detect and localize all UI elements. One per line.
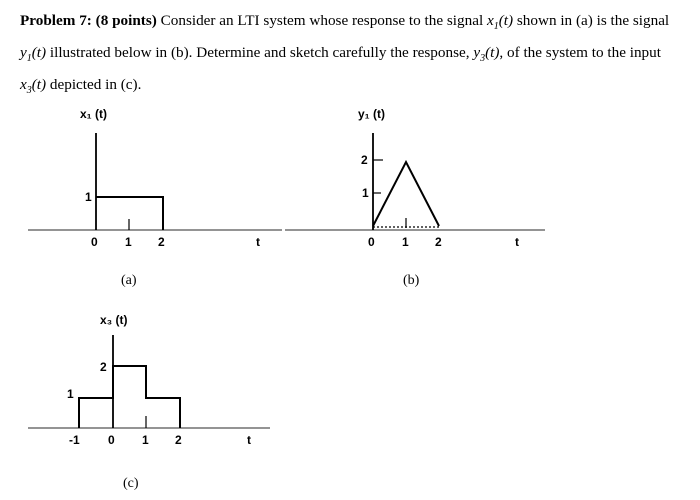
figure-a-caption: (a) [121, 273, 137, 288]
figure-c-xtick-m1: -1 [69, 433, 80, 447]
figure-c-ytick-1: 1 [67, 387, 74, 401]
figure-b-ytick-2: 2 [361, 153, 368, 167]
figure-a-ytick-1: 1 [85, 190, 92, 204]
figure-b-caption: (b) [403, 273, 420, 288]
figure-b-signal [373, 162, 439, 226]
figure-b-xtick-2: 2 [435, 235, 442, 249]
figure-c-xtick-2: 2 [175, 433, 182, 447]
problem-text: shown in (a) is the signal [516, 12, 670, 29]
problem-text: Consider an LTI system whose response to the signal [160, 12, 484, 29]
figure-c-signal [79, 366, 180, 428]
figure-b-ytick-1: 1 [362, 186, 369, 200]
symbol-x3: $x_3(t)$ [20, 76, 47, 97]
figure-b [285, 107, 545, 288]
figure-a-ylabel: x₁ (t) [80, 107, 107, 121]
symbol-y1: $y_1(t)$ [20, 44, 47, 65]
figure-c-ylabel: x₃ (t) [100, 313, 128, 327]
problem-heading: Problem 7: (8 points) [20, 12, 157, 29]
figure-a-xtick-0: 0 [91, 235, 98, 249]
figure-b-xtick-0: 0 [368, 235, 375, 249]
symbol-x1: $x_1(t)$ [486, 12, 514, 33]
figure-c-xvar: t [247, 433, 251, 447]
figure-c-xtick-0: 0 [108, 433, 115, 447]
figure-a-xtick-1: 1 [125, 235, 132, 249]
figure-c-xtick-1: 1 [142, 433, 149, 447]
figure-a-xtick-2: 2 [158, 235, 165, 249]
problem-text: depicted in (c). [49, 76, 142, 94]
figure-a [28, 107, 282, 288]
symbol-y3: $y_3(t)$ [473, 44, 500, 65]
figure-b-xvar: t [515, 235, 519, 249]
problem-text: illustrated below in (b). Determine and sketch carefully the response, [49, 44, 470, 62]
figure-b-xtick-1: 1 [402, 235, 409, 249]
figure-c-ytick-2: 2 [100, 360, 107, 374]
figure-c [28, 313, 270, 491]
problem-text: , of the system to the input [499, 44, 661, 62]
figure-c-caption: (c) [123, 476, 139, 491]
figure-b-ylabel: y₁ (t) [358, 107, 385, 121]
figure-a-xvar: t [256, 235, 260, 249]
